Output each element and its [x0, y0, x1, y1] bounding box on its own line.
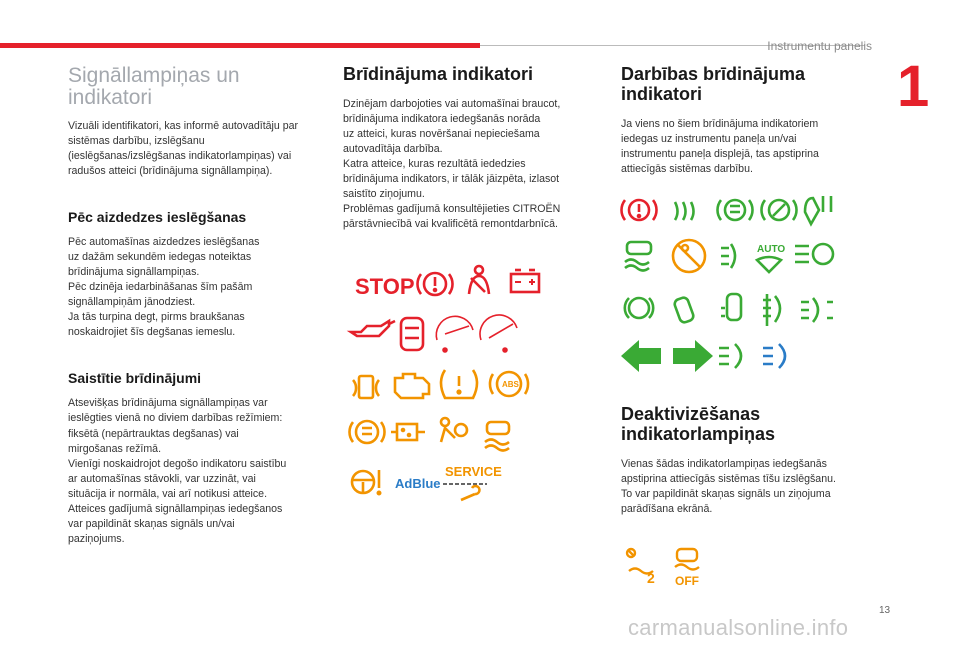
- heading-warning-indicators: Brīdinājuma indikatori: [343, 64, 534, 84]
- traction-control-icon: [625, 242, 651, 271]
- airbag-off-icon: [673, 240, 705, 272]
- heading-deactivation: Deaktivizēšanas indikatorlampiņas: [621, 404, 776, 444]
- heading-after-ignition: Pēc aizdedzes ieslēgšanas: [68, 209, 247, 226]
- preheating-icon: [353, 376, 379, 398]
- warning-indicators-text: Dzinējam darbojoties vai automašīnai braucot, brīdinājuma indikatora iedegšanās norāda uz atteici, kuras novēršanai nepieciešama autovadītāja darbība. Katra atteice, kuras rezultātā iededzies brīdinājuma indikators, ir tālāk jāizpēta, izlasot saistīto ziņojumu. Problēmas gadījumā konsultējieties CITROËN pārstāvniecībā vai kvalificētā remontdarbnīcā.: [343, 97, 561, 231]
- page-number: 13: [879, 605, 891, 616]
- column-warning-indicators: [343, 65, 598, 232]
- operation-lamps-grid: [617, 190, 852, 380]
- stop-icon: STOP: [355, 274, 415, 299]
- service-braking-icon: [349, 421, 384, 443]
- column-operation-indicators: [621, 65, 866, 177]
- deactivation-text: Vienas šādas indikatorlampiņas iedegšanās apstiprina attiecīgās sistēmas tīšu izslēgšanu. To var papildināt skaņas signāls un ziņojuma parādīšana ekrānā.: [621, 457, 836, 515]
- watermark: carmanualsonline.info: [628, 615, 849, 640]
- page-title: Signāllampiņas un indikatori: [68, 64, 240, 110]
- front-fog-icon: [763, 294, 780, 326]
- traction-off-icon: [675, 549, 699, 570]
- preheat-green-icon: [675, 202, 694, 220]
- after-ignition-text: Pēc automašīnas aizdedzes ieslēgšanas uz dažām sekundēm iedegas noteiktas brīdinājuma signāllampiņas. Pēc dzinēja iedarbināšanas šīm pašām signāllampiņām jānodziest. Ja tās turpina degt, pirms braukšanas noskaidrojiet šīs degšanas iemeslu.: [68, 236, 260, 339]
- auto-main-beam-icon: [795, 244, 833, 264]
- stop-start-icon: [625, 298, 653, 318]
- num-two-label: 2: [647, 570, 655, 586]
- gauges-icon: [436, 315, 517, 352]
- direction-indicators-icon: [621, 340, 713, 372]
- warning-lamps-grid: [345, 262, 545, 512]
- tyre-pressure-icon: [441, 370, 477, 398]
- service-icon: SERVICE: [445, 464, 502, 479]
- off-label: OFF: [675, 574, 699, 588]
- adblue-icon: AdBlue: [395, 476, 441, 491]
- column-deactivation: [621, 405, 866, 517]
- main-beam-icon: [719, 344, 741, 368]
- parking-brake-green-icon: [761, 200, 796, 220]
- foot-on-pedal-icon: [805, 196, 831, 224]
- intro-text: Vizuāli identifikatori, kas informē autovadītāju par sistēmas darbību, izslēgšanu (ieslēgšanas/izslēgšanas indikatorlampiņas) vai radušos atteici (brīdinājuma signāllampiņa).: [68, 120, 299, 178]
- wrench-icon: [461, 486, 479, 500]
- auto-wiper-icon: [757, 257, 781, 272]
- airbag-icon: [441, 418, 467, 442]
- section-title: Instrumentu panelis: [767, 39, 872, 53]
- related-warnings-text: Atsevišķas brīdinājuma signāllampiņas var ieslēgties vienā no diviem darbības režīmiem: fiksētā (nepārtrauktas degšanas) vai mirgošanas režīmā. Vienīgi noskaidrojot degošo indikatoru saistību ar automašīnas stāvokli, var uzzināt, vai situācija ir normāla, vai arī notikusi atteice. Atteices gadījumā signāllampiņas iedegšanos var papildināt skaņas signāls un/vai paziņojums.: [68, 397, 287, 545]
- remote-keyless-icon: [721, 294, 741, 320]
- brake-green-icon: [717, 200, 752, 220]
- particle-filter-icon: [391, 424, 425, 440]
- key-in-car-icon: [673, 296, 694, 323]
- auto-label: AUTO: [757, 244, 786, 255]
- brake-warning-icon: [417, 273, 452, 295]
- abs-label: ABS: [502, 380, 519, 389]
- full-beam-blue-icon: [763, 344, 785, 368]
- battery-icon: [511, 270, 539, 292]
- engine-check-icon: [395, 374, 429, 398]
- headlamp-auto-icon: [721, 244, 735, 268]
- seatbelt-icon: [469, 266, 489, 294]
- chapter-number: 1: [897, 54, 930, 119]
- deactivation-lamps: [625, 545, 705, 590]
- operation-indicators-text: Ja viens no šiem brīdinājuma indikatoriem iedegas uz instrumentu paneļa un/vai instrumentu paneļa displejā, tas apstiprina attiecīgās sistēmas darbību.: [621, 117, 819, 175]
- door-open-icon: [401, 318, 423, 350]
- oil-pressure-icon: [351, 321, 395, 336]
- heading-related-warnings: Saistītie brīdinājumi: [68, 370, 202, 387]
- brake-red-icon: [621, 200, 656, 220]
- steering-warning-icon: [352, 470, 380, 494]
- esc-icon: [485, 422, 509, 451]
- header-red-bar: [0, 43, 480, 48]
- dipped-beam-icon: [801, 298, 833, 322]
- heading-operation-indicators: Darbības brīdinājuma indikatori: [621, 64, 806, 104]
- column-indicators-intro: [68, 65, 323, 547]
